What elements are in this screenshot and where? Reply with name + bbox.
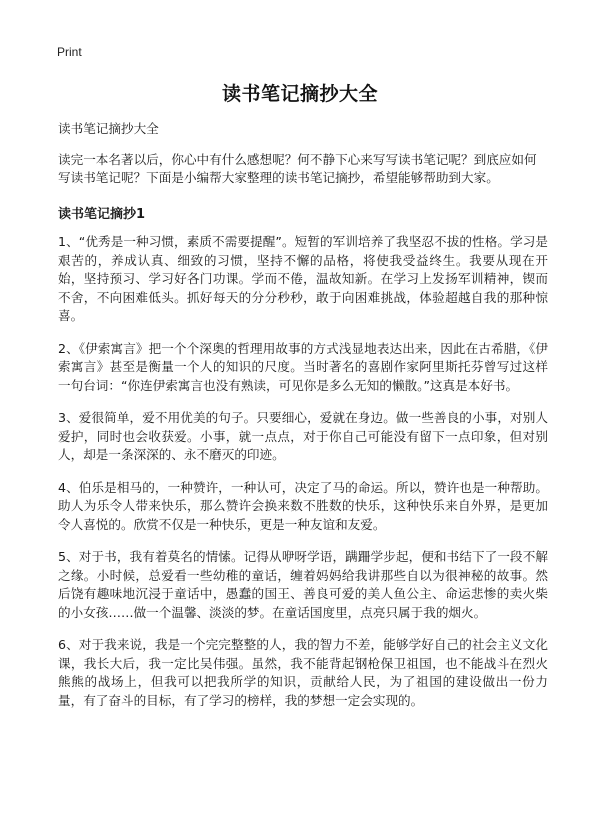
excerpt-paragraph-6: 6、对于我来说，我是一个完完整整的人，我的智力不差，能够学好自己的社会主义文化课，我长大后，我一定比吴伟强。虽然，我不能背起钢枪保卫祖国，也不能战斗在烈火熊熊的战场上，但我可以把我所学的知识，贡献给人民，为了祖国的建设做出一份力量，有了奋斗的目标，有了学习的榜样，我的梦想一定会实现的。 [58, 637, 548, 708]
intro-paragraph: 读完一本名著以后，你心中有什么感想呢？何不静下心来写写读书笔记呢？到底应如何写读书笔记呢？下面是小编帮大家整理的读书笔记摘抄，希望能够帮助到大家。 [58, 151, 537, 185]
page-title: 读书笔记摘抄大全 [221, 83, 378, 105]
excerpt-paragraph-3: 3、爱很简单，爱不用优美的句子。只要细心，爱就在身边。做一些善良的小事，对别人爱护，同时也会收获爱。小事，就一点点，对于你自己可能没有留下一点印象，但对别人，却是一条深深的、永不磨灭的印迹。 [58, 410, 548, 462]
document-subtitle: 读书笔记摘抄大全 [58, 121, 159, 136]
excerpt-paragraph-4: 4、伯乐是相马的，一种赞许，一种认可，决定了马的命运。所以，赞许也是一种帮助。助人为乐令人带来快乐，那么赞许会换来数不胜数的快乐，这种快乐来自外界，是更加令人喜悦的。欣赏不仅是一种快乐，更是一种友谊和友爱。 [58, 479, 548, 532]
document-body [58, 120, 548, 724]
excerpt-paragraph-5: 5、对于书，我有着莫名的情愫。记得从咿呀学语，蹒跚学步起，便和书结下了一段不解之缘。小时候，总爱看一些幼稚的童话，缠着妈妈给我讲那些自以为很神秘的故事。然后饶有趣味地沉浸于童话中，愚蠢的国王、善良可爱的美人鱼公主、命运悲惨的卖火柴的小女孩……做一个温馨、淡淡的梦。在童话国度里，点亮只属于我的烟火。 [58, 549, 548, 620]
excerpt-paragraph-1: 1、“优秀是一种习惯，素质不需要提醒”。短暂的军训培养了我坚忍不拔的性格。学习是艰苦的，养成认真、细致的习惯，坚持不懈的品格，将使我受益终生。我要从现在开始，坚持预习、学习好各门功课。学而不倦，温故知新。在学习上发扬军训精神，锲而不舍，不向困难低头。抓好每天的分分秒秒，敢于向困难挑战，体验超越自我的那种惊喜。 [58, 234, 548, 323]
excerpt-paragraph-2: 2、《伊索寓言》把一个个深奥的哲理用故事的方式浅显地表达出来，因此在古希腊，《伊索寓言》甚至是衡量一个人的知识的尺度。当时著名的喜剧作家阿里斯托芬曾写过这样一句台词：“你连伊索寓言也没有熟读，可见你是多么无知的懒散。”这真是本好书。 [58, 340, 548, 393]
print-link[interactable]: Print [57, 45, 82, 59]
section-heading: 读书笔记摘抄1 [58, 206, 146, 222]
